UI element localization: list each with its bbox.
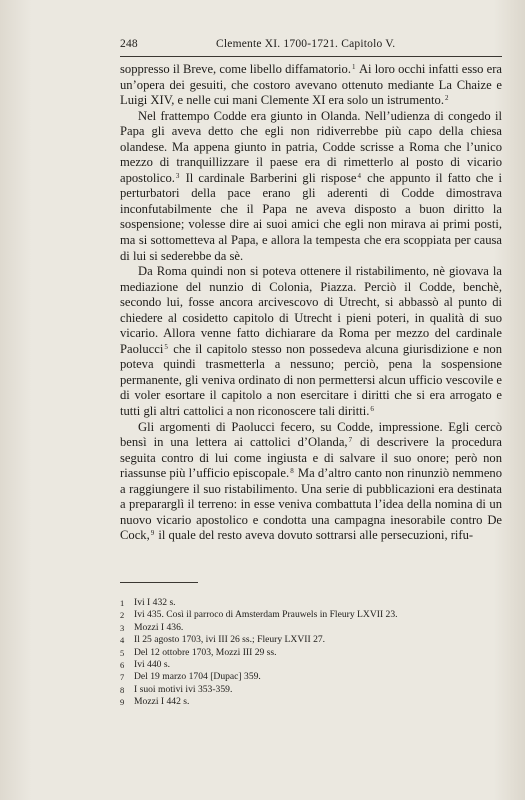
text-run: che il capitolo stesso non possedeva alcuna giurisdizione e non poteva quindi trasmetterla a nessuno; perciò, pena la sospensione permanente, gli veniva ordinato di non permettersi alcun ufficio vescovile e di voler esortare il capitolo a non esercitare i diritti che si era arrogato e tutti gli altri cattolici a non riconoscere tali diritti. [120, 341, 502, 419]
footnote-text: Ivi 440 s. [134, 659, 170, 671]
footnotes [120, 597, 510, 709]
footnote-marker: 8 [290, 467, 294, 476]
footnote-text: Mozzi I 436. [134, 621, 184, 633]
footnote-text: Ivi I 432 s. [134, 597, 176, 608]
footnote [120, 671, 510, 683]
body-text [120, 62, 502, 544]
footnote-number: 8 [120, 684, 125, 695]
footnote-text: Mozzi I 442 s. [134, 696, 190, 708]
footnote-marker: 1 [351, 63, 356, 71]
text-run: di descrivere la procedura seguita contro di lui come ingiusta e di salvare il suo onore; però non riassunse più l’ufficio episcopale. [120, 435, 502, 481]
text-run: Da Roma quindi non si poteva ottenere il ristabilimento, nè giovava la mediazione del nunzio di Colonia, Piazza. Perciò il Codde, benchè, secondo lui, fosse ancora arcivescovo di Utrecht, si abbassò al punto di chiedere al cosidetto capitolo di Utrecht i pieni poteri, in qualità di suo vicario. Allora venne fatto dichiarare da Roma per mezzo del cardinale Paolucci [120, 264, 502, 356]
footnote-marker: 7 [348, 436, 353, 445]
text-run: Ma d’altro canto non rinunziò nemmeno a raggiungere il suo ristabilimento. Una serie di pubblicazioni era destinata a prepararglì il terreno: in esse veniva combattuta l’idea della nomina di un nuovo vicario apostolico e condotta una campagna inesorabile contro De Cock, [120, 466, 502, 543]
paragraph [120, 62, 502, 109]
footnote [120, 634, 510, 646]
footnote-number: 2 [120, 610, 125, 621]
text-run: Gli argomenti di Paolucci fecero, su Codde, impressione. Egli cercò bensì in una lettera ai cattolici d’Olanda, [120, 419, 502, 450]
page-number: 248 [120, 38, 138, 50]
footnote-number: 9 [120, 697, 125, 708]
footnote-text: Il 25 agosto 1703, ivi III 26 ss.; Fleury LXVII 27. [134, 634, 326, 646]
paragraph [120, 420, 502, 544]
paragraph [120, 264, 502, 419]
footnote-number: 4 [120, 635, 125, 646]
footnote [120, 597, 510, 609]
footnote-marker: 5 [164, 342, 168, 351]
footnote-number: 1 [120, 598, 125, 608]
footnote [120, 696, 510, 708]
footnote [120, 684, 510, 696]
footnote-number: 6 [120, 660, 125, 671]
paragraph [120, 109, 502, 264]
footnote-marker: 6 [370, 405, 374, 414]
footnote-marker: 2 [444, 94, 449, 103]
footnote-marker: 3 [175, 171, 180, 180]
text-run: Ai loro occhi infatti esso era un’opera dei gesuiti, che costoro avevano ottenuto mediante La Chaize e Luigi XIV, e nelle cui mani Clemente XI era solo un istrumento. [120, 62, 502, 108]
footnote [120, 659, 510, 671]
footnote [120, 609, 510, 621]
footnote-text: Del 19 marzo 1704 [Dupac] 359. [134, 671, 261, 683]
footnote-number: 3 [120, 622, 125, 633]
text-run: soppresso il Breve, come libello diffamatorio. [120, 62, 351, 76]
running-head: Clemente XI. 1700-1721. Capitolo V. [216, 38, 396, 50]
footnote [120, 622, 510, 634]
footnote-marker: 9 [150, 529, 155, 538]
footnote-marker: 4 [357, 171, 362, 180]
text-run: il quale del resto aveva dovuto sottrarsi alle persecuzioni, rifu- [155, 528, 474, 543]
text-run: che appunto il fatto che i perturbatori della pace erano gli aderenti di Codde dimostrava inconfutabilmente che il Papa ne aveva disposto a buon diritto la sospensione; volesse dire ai suoi amici che egli non mirava ai primi posti, ma si sottometteva al Papa, e allora la tempesta che era scoppiata per causa di lui si sederebbe da sè. [120, 170, 502, 263]
footnote-number: 5 [120, 647, 125, 658]
footnote-text: Ivi 435. Così il parroco di Amsterdam Prauwels in Fleury LXVII 23. [134, 609, 398, 621]
text-run: Nel frattempo Codde era giunto in Olanda. Nell’udienza di congedo il Papa gli aveva detto che egli non ridiverrebbe più capo della chiesa olandese. Ma appena giunto in patria, Codde scrisse a Roma che l’unico mezzo di tranquillizzare il paese era di rimetterlo al posto di vicario apostolico. [120, 108, 502, 185]
footnote-text: I suoi motivi ivi 353-359. [134, 683, 233, 695]
footnote-text: Del 12 ottobre 1703, Mozzi III 29 ss. [134, 646, 277, 658]
footnote-number: 7 [120, 672, 125, 683]
footnote [120, 647, 510, 659]
header-rule [120, 56, 502, 57]
text-run: Il cardinale Barberini gli rispose [180, 170, 357, 185]
footnote-rule [120, 582, 198, 583]
